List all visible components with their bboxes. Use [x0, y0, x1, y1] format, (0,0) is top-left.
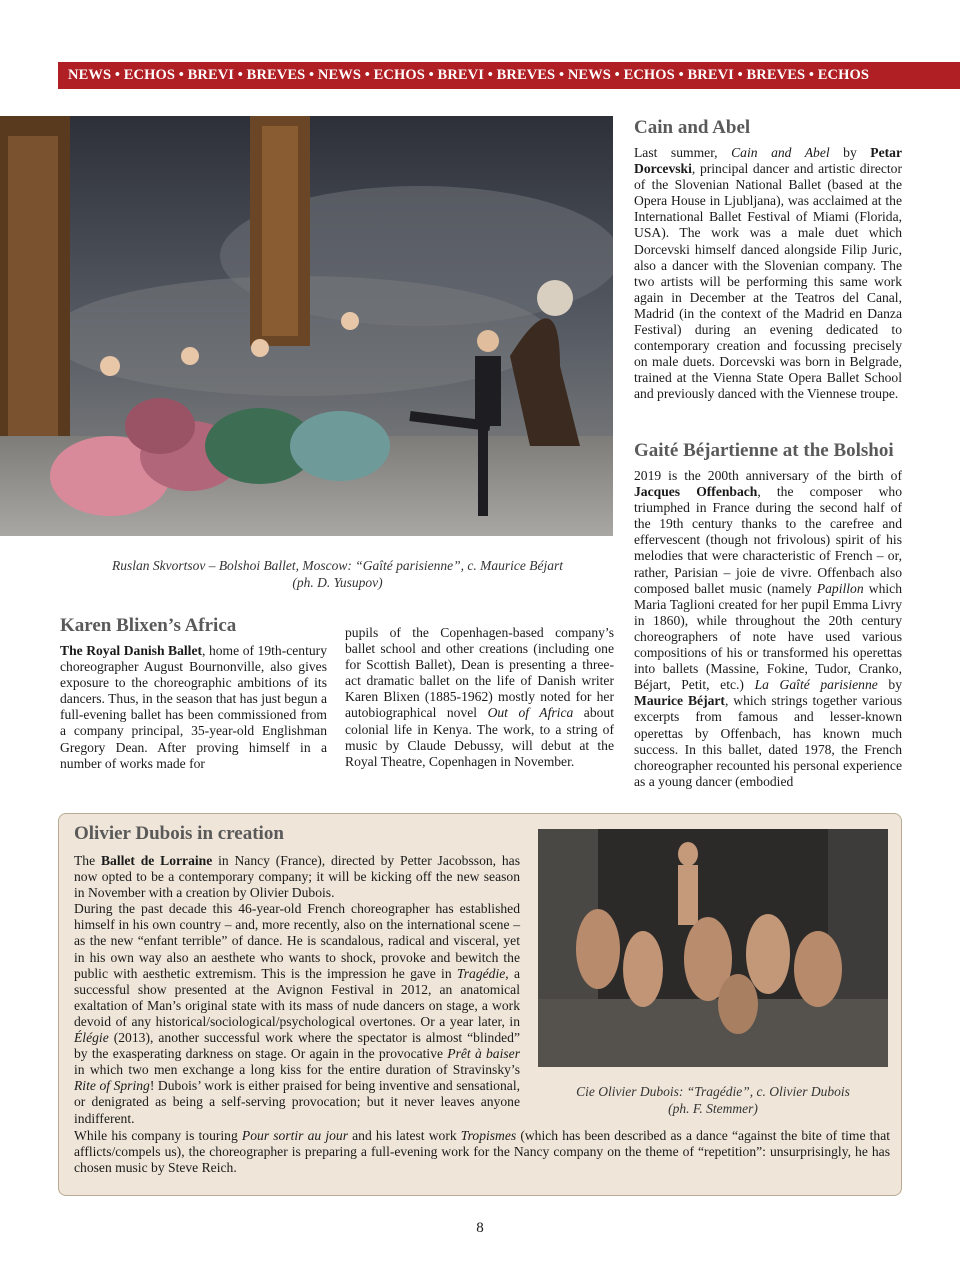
photo-caption: Ruslan Skvortsov – Bolshoi Ballet, Moscow: “Gaîté parisienne”, c. Maurice Béjart (ph. D. Yusupov) — [111, 558, 564, 590]
article-title: Gaité Béjartienne at the Bolshoi — [634, 440, 894, 461]
article-gaite-bejartienne — [634, 440, 902, 790]
tragedie-photo — [538, 829, 888, 1067]
article-karen-blixen — [60, 615, 327, 772]
page-number: 8 — [476, 1220, 484, 1236]
article-title: Karen Blixen’s Africa — [60, 615, 237, 636]
article-body-continued: While his company is touring Pour sortir au jour and his latest work Tropismes (which has been described as a dance “against the bite of time that afflicts/compels us), the choreographer is preparing a full-evening work for the Nancy company on the theme of “repetition”: unsurprisingly, he has chosen music by Steve Reich. — [74, 1128, 891, 1176]
article-body: The Royal Danish Ballet, home of 19th-century choreographer August Bournonville, also gives exposure to the choreographic ambitions of its dancers. Thus, in the season that has just begun a full-evening ballet has been commissioned from a company principal, 35-year-old Englishman Gregory Dean. After proving himself in a number of works made for — [60, 643, 328, 771]
article-body: 2019 is the 200th anniversary of the birth of Jacques Offenbach, the composer who triumphed in France during the second half of the 19th century thanks to the carefree and effervescent (though not frivolous) spirit of his melodies that were characteristic of French – or, rather, Parisian – joie de vivre. Offenbach also composed ballet music (namely Papillon which Maria Taglioni created for her pupil Emma Livry in 1860), while throughout the 20th century choreographers of note have used various compositions of his or transformed his operettas into ballets (Massine, Fokine, Tudor, Cranko, Béjart, Petit, etc.) La Gaîté parisienne by Maurice Béjart, which strings together various excerpts from famous and lesser-known operettas by Offenbach, has known much success. In this ballet, dated 1978, the French choreographer recounted his personal experience as a young dancer (embodied — [634, 468, 902, 789]
article-body: The Ballet de Lorraine in Nancy (France), directed by Petter Jacobsson, has now opted to be a contemporary company; it will be kicking off the new season in November with a creation by Olivier Dubois. During the past decade this 46-year-old French choreographer has established himself in his own country – and, more recently, also on the international scene – as the new “enfant terrible” of dance. He is scandalous, radical and visceral, yet in his own way also an aesthete who wants to shock, provoke and bewitch the public with aesthetic extremism. This is the impression he gave in Tragédie, a successful show presented at the Avignon Festival in 2012, an anatomical exaltation of Man’s original state with its mass of nude dancers on stage, a work devoid of any historical/sociological/psychological overtones. Or a year later, in Élégie (2013), another successful work where the spectator is almost “blinded” by the exasperating darkness on stage. Or again in the provocative Prêt à baiser in which two men exchange a long kiss for the entire duration of Stravinsky’s Rite of Spring! Dubois’ work is either praised for being inventive and sensational, or denigrated as being a self-serving provocation; but it never leaves anyone indifferent. — [74, 853, 520, 1126]
article-body-continued: pupils of the Copenhagen-based company’s ballet school and other creations (including one for Scottish Ballet), Dean is presenting a three-act dramatic ballet on the life of Danish writer Karen Blixen (1885-1962) mostly noted for her autobiographical novel Out of Africa about colonial life in Kenya. The work, to a string of music by Claude Debussy, will debut at the Royal Theatre, Copenhagen in November. — [345, 625, 614, 769]
article-cain-and-abel — [634, 117, 902, 403]
article-title: Olivier Dubois in creation — [74, 823, 284, 844]
photo-caption: Cie Olivier Dubois: “Tragédie”, c. Olivier Dubois (ph. F. Stemmer) — [576, 1084, 850, 1116]
article-title: Cain and Abel — [634, 117, 751, 138]
ballet-stage-photo — [0, 116, 613, 536]
article-body: Last summer, Cain and Abel by Petar Dorcevski, principal dancer and artistic director of the Slovenian National Ballet (based at the Opera House in Ljubljana), was acclaimed at the International Ballet Festival of Miami (Florida, USA). The work was a male duet which Dorcevski himself danced alongside Filip Juric, also a dancer with the Slovenian company. The two artists will be performing this same work again in December at the Teatros del Canal, Madrid (in the context of the Madrid en Danza Festival) during an evening dedicated to contemporary creation and focussing precisely on male duets. Dorcevski was born in Belgrade, trained at the Vienna State Opera Ballet School and previously danced with the Viennese troupe. — [634, 145, 902, 402]
section-banner: NEWS • ECHOS • BREVI • BREVES • NEWS • ECHOS • BREVI • BREVES • NEWS • ECHOS • BREVI • BREVES • ECHOS — [58, 62, 960, 89]
